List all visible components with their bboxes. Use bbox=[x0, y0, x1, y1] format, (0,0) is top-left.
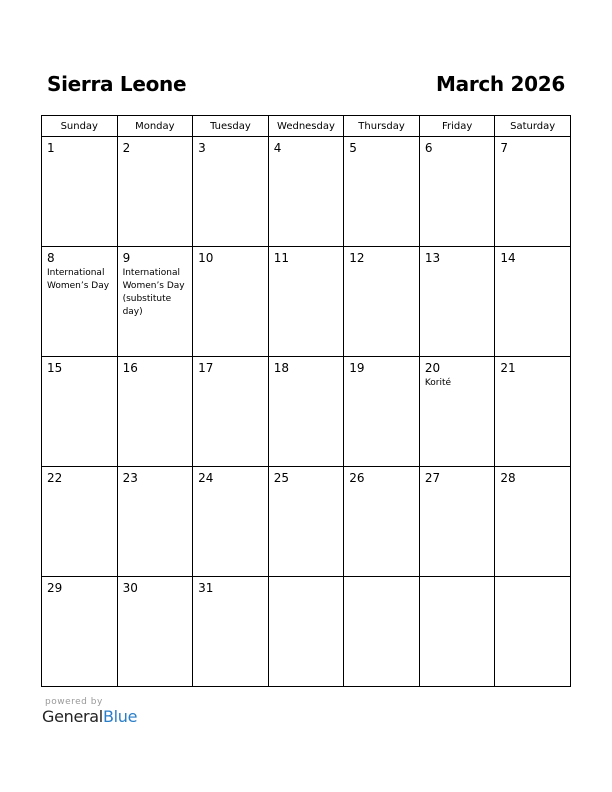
day-cell bbox=[117, 357, 193, 467]
brand-general: General bbox=[42, 707, 103, 726]
day-number: 9 bbox=[122, 251, 131, 265]
day-cell bbox=[419, 357, 495, 467]
day-number: 4 bbox=[273, 141, 282, 155]
day-cell bbox=[42, 137, 118, 247]
brand-blue: Blue bbox=[102, 707, 138, 726]
calendar-grid bbox=[41, 115, 571, 687]
holiday-label: International Women’s Day (substitute day) bbox=[122, 268, 185, 317]
day-cell bbox=[344, 577, 420, 687]
generalblue-logo bbox=[42, 708, 137, 726]
day-number: 10 bbox=[198, 251, 214, 265]
powered-by-text: powered by bbox=[45, 697, 103, 707]
day-cell bbox=[42, 577, 118, 687]
week-row bbox=[42, 137, 571, 247]
weekday-saturday: Saturday bbox=[495, 116, 571, 137]
holiday-label: International Women’s Day bbox=[47, 268, 110, 291]
week-row bbox=[42, 357, 571, 467]
day-number: 21 bbox=[500, 361, 516, 375]
day-number: 18 bbox=[273, 361, 289, 375]
day-cell bbox=[42, 247, 118, 357]
day-number: 23 bbox=[122, 471, 138, 485]
day-number: 17 bbox=[198, 361, 214, 375]
day-cell bbox=[344, 467, 420, 577]
day-number: 16 bbox=[122, 361, 138, 375]
weekday-tuesday: Tuesday bbox=[193, 116, 269, 137]
day-number: 26 bbox=[349, 471, 365, 485]
month-title: March 2026 bbox=[436, 72, 565, 96]
day-number: 22 bbox=[47, 471, 63, 485]
day-cell bbox=[193, 247, 269, 357]
day-cell bbox=[495, 247, 571, 357]
day-number: 27 bbox=[424, 471, 441, 485]
day-number: 6 bbox=[424, 141, 433, 155]
footer-branding bbox=[42, 697, 137, 726]
day-cell bbox=[419, 577, 495, 687]
week-row bbox=[42, 467, 571, 577]
day-cell bbox=[193, 467, 269, 577]
day-cell bbox=[419, 467, 495, 577]
weekday-thursday: Thursday bbox=[344, 116, 420, 137]
week-row bbox=[42, 577, 571, 687]
day-cell bbox=[495, 577, 571, 687]
day-cell bbox=[268, 577, 344, 687]
day-number: 28 bbox=[500, 471, 516, 485]
day-cell bbox=[193, 577, 269, 687]
day-cell bbox=[419, 247, 495, 357]
day-cell bbox=[42, 357, 118, 467]
day-number: 15 bbox=[47, 361, 63, 375]
day-cell bbox=[193, 357, 269, 467]
day-number: 13 bbox=[424, 251, 441, 265]
day-number: 12 bbox=[349, 251, 365, 265]
day-cell bbox=[117, 137, 193, 247]
weekday-sunday: Sunday bbox=[42, 116, 118, 137]
day-number: 2 bbox=[122, 141, 131, 155]
day-number: 3 bbox=[198, 141, 206, 155]
weekday-friday: Friday bbox=[419, 116, 495, 137]
weekday-wednesday: Wednesday bbox=[268, 116, 344, 137]
day-cell bbox=[495, 137, 571, 247]
day-cell bbox=[193, 137, 269, 247]
day-cell bbox=[42, 467, 118, 577]
day-number: 7 bbox=[500, 141, 509, 155]
day-cell bbox=[495, 467, 571, 577]
day-cell bbox=[117, 247, 193, 357]
day-number: 11 bbox=[273, 251, 289, 265]
day-cell bbox=[268, 247, 344, 357]
day-number: 14 bbox=[500, 251, 516, 265]
day-cell bbox=[344, 137, 420, 247]
holiday-label: Korité bbox=[424, 378, 452, 388]
day-number: 1 bbox=[47, 141, 55, 155]
day-cell bbox=[268, 357, 344, 467]
week-row bbox=[42, 247, 571, 357]
day-cell bbox=[268, 137, 344, 247]
weekday-monday: Monday bbox=[117, 116, 193, 137]
weekday-header-row bbox=[42, 116, 571, 137]
day-number: 8 bbox=[47, 251, 55, 265]
day-cell bbox=[495, 357, 571, 467]
day-number: 29 bbox=[47, 581, 63, 595]
day-number: 30 bbox=[122, 581, 138, 595]
day-number: 20 bbox=[424, 361, 441, 375]
day-cell bbox=[117, 467, 193, 577]
country-title: Sierra Leone bbox=[47, 72, 187, 96]
day-number: 19 bbox=[349, 361, 365, 375]
day-cell bbox=[268, 467, 344, 577]
day-number: 25 bbox=[273, 471, 289, 485]
day-number: 5 bbox=[349, 141, 357, 155]
day-number: 31 bbox=[198, 581, 214, 595]
day-cell bbox=[344, 247, 420, 357]
day-number: 24 bbox=[198, 471, 214, 485]
day-cell bbox=[419, 137, 495, 247]
day-cell bbox=[344, 357, 420, 467]
day-cell bbox=[117, 577, 193, 687]
